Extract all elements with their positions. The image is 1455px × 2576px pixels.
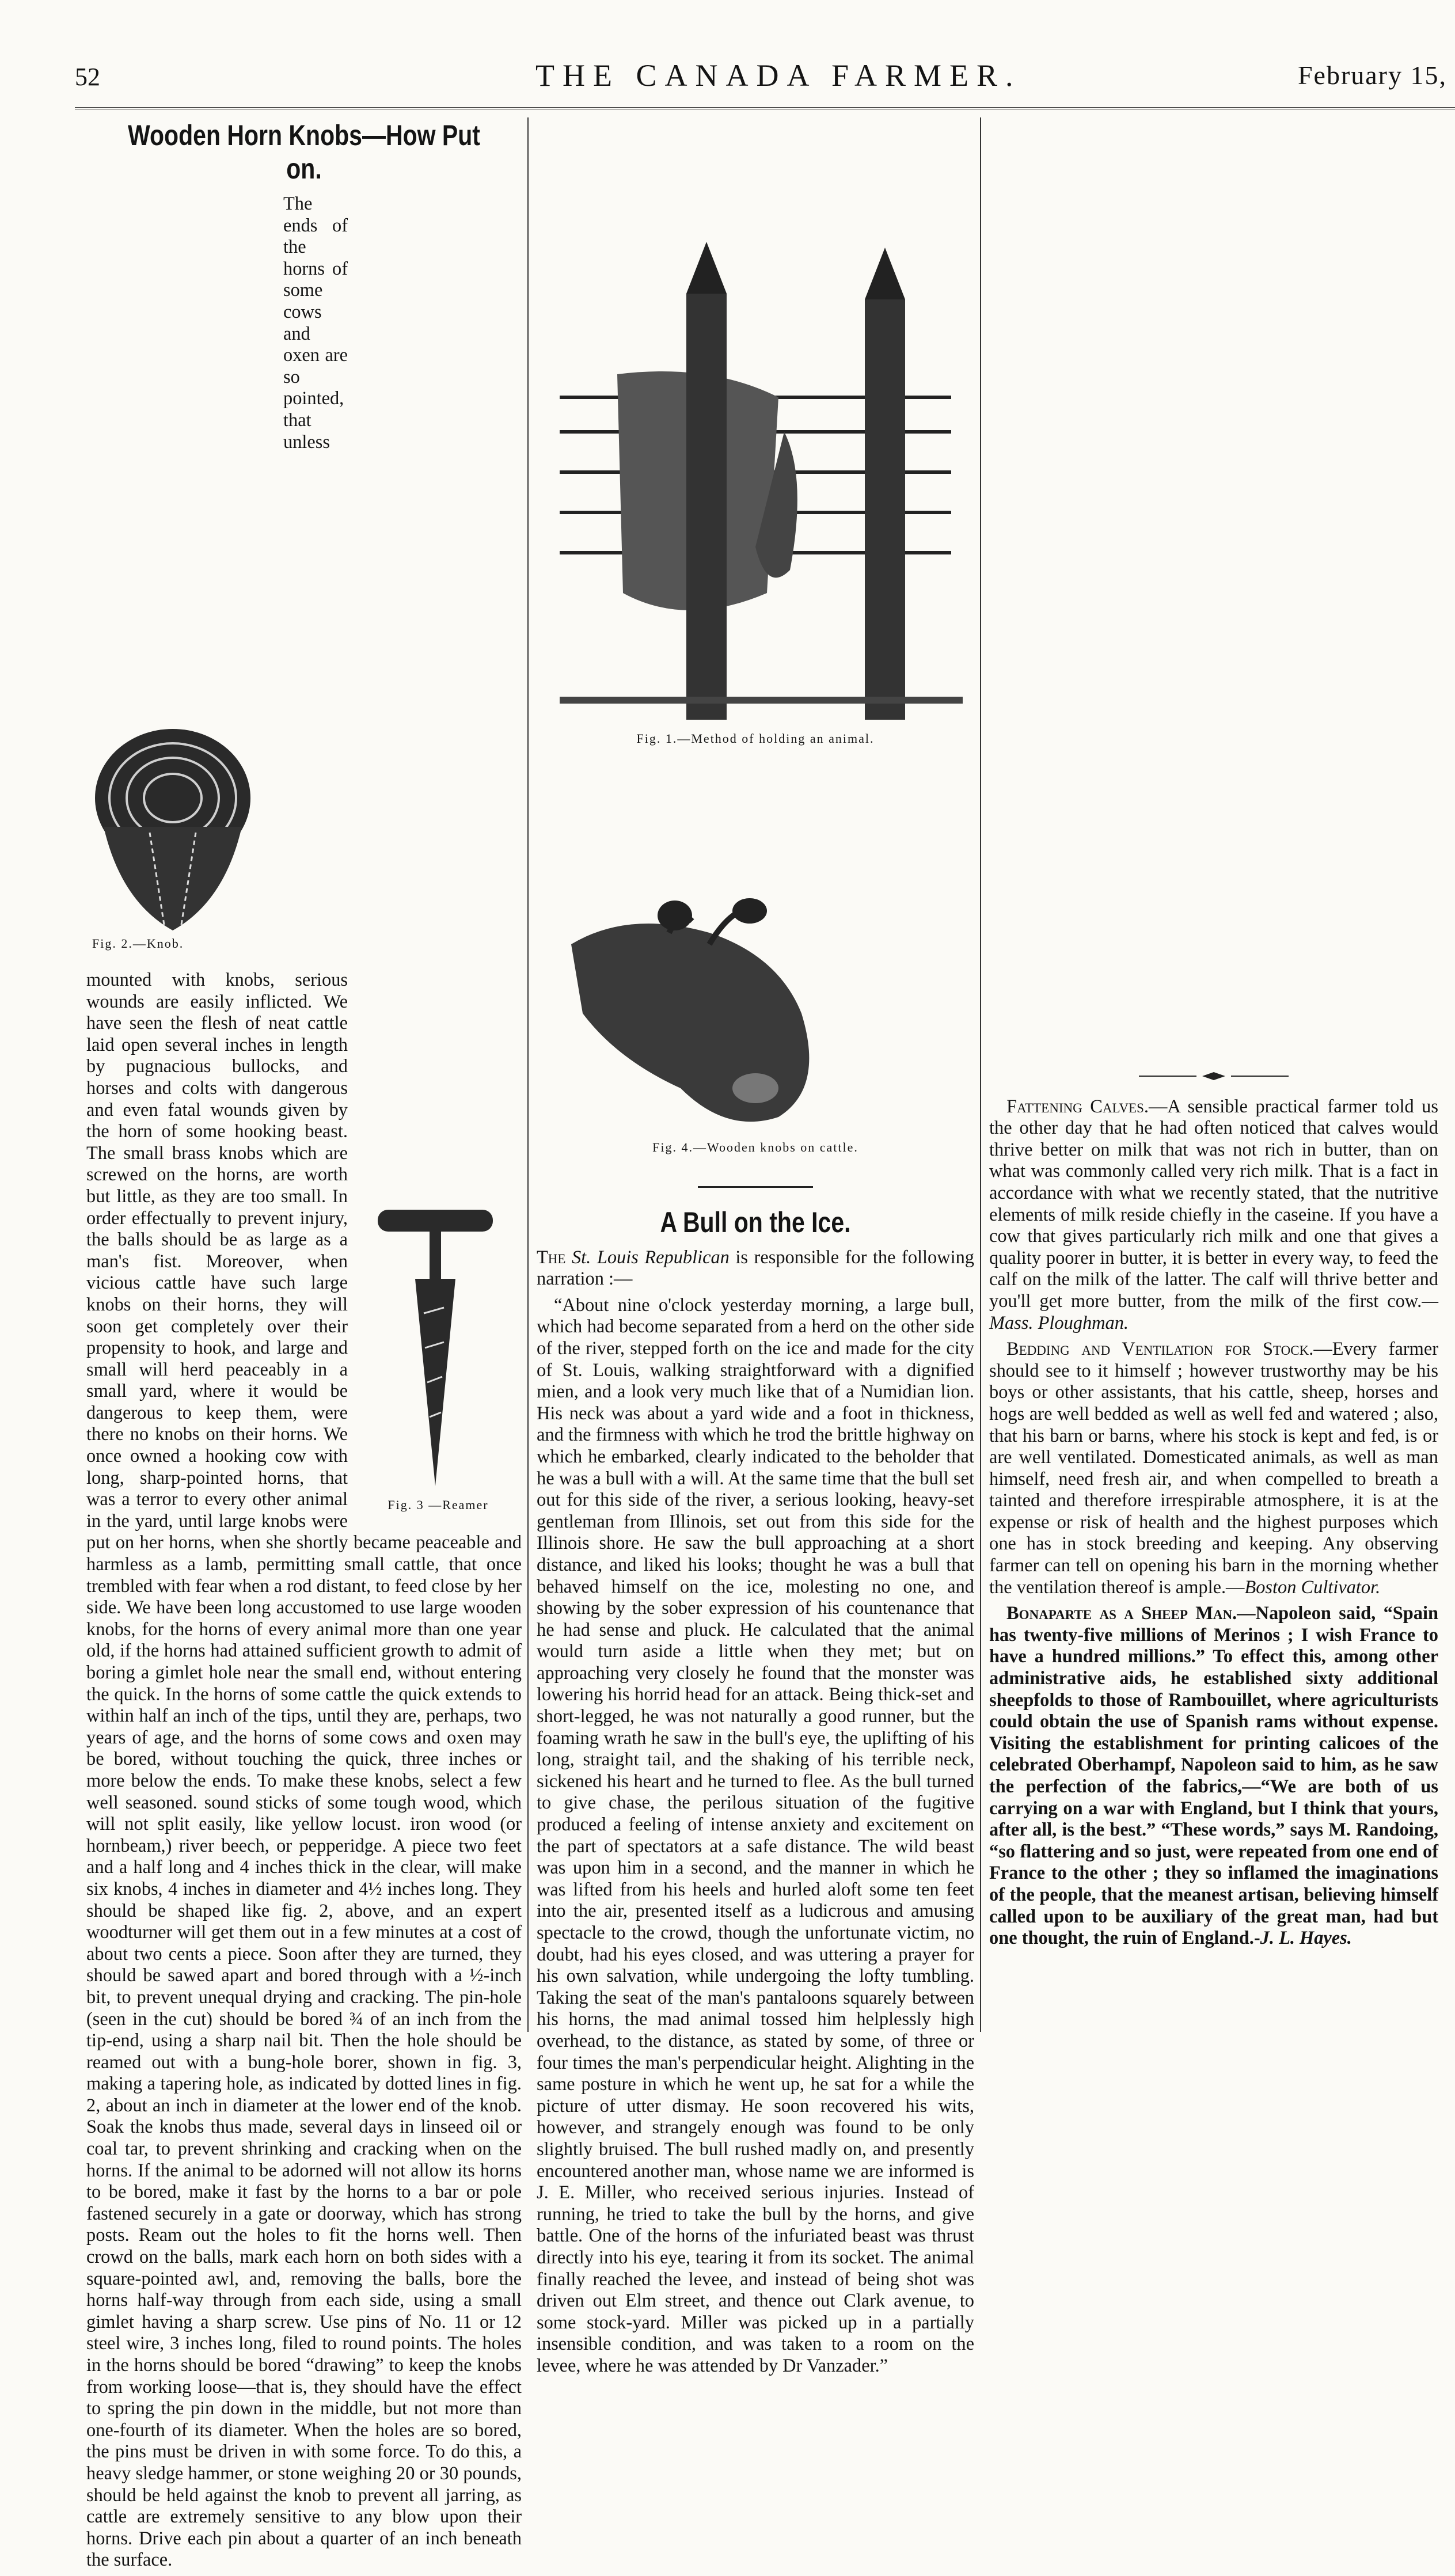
article-title-horn-knobs: Wooden Horn Knobs—How Put on. <box>128 119 480 185</box>
figure-holding-animal <box>537 225 974 760</box>
page-number: 52 <box>75 63 100 91</box>
figure-3-caption: Fig. 3 —Reamer <box>388 1498 489 1512</box>
figure-knob <box>86 712 276 965</box>
knob-illustration <box>86 712 259 936</box>
column-1 <box>86 115 522 2576</box>
issue-date: February 15, <box>1297 60 1447 90</box>
article-title-bull-on-ice: A Bull on the Ice. <box>660 1206 851 1238</box>
cattle-gate-illustration <box>537 225 974 731</box>
figure-1-caption: Fig. 1.—Method of holding an animal. <box>636 731 875 746</box>
article-bull-intro: The St. Louis Republican is responsible for the following narration :— <box>537 1247 974 1290</box>
ornament-divider <box>989 1064 1438 1086</box>
column-3 <box>989 115 1438 1954</box>
figure-2-caption: Fig. 2.—Knob. <box>92 936 184 951</box>
section-rule <box>537 1173 974 1195</box>
masthead-rule <box>75 107 1455 109</box>
article-bull-body: “About nine o'clock yesterday morning, a large bull, which had become separated from a herd on the other side of the river, stepped forth on the ice and made for the city of St. Louis, walking straightforward with a dignified mien, and a look very much like that of a Numidian lion. His neck was about a yard wide and a foot in thickness, and the firmness with which he trod the brittle highway on which he embarked, clearly indicated to the beholder that he was a bull with a will. At the same time that the bull set out for this side of the river, a serious looking, heavy-set gentleman from Illinois, set out from this side for the Illinois shore. He saw the bull approaching at a short distance, and liked his looks; thought he was a bull that behaved himself on the ice, molesting no one, and showing by the sober expression of his countenance that he had sense and pluck. He calculated that the animal would turn aside a little when they met; but on approaching very closely he found that the monster was lowering his horrid head for an attack. Being thick-set and short-legged, he was not naturally a good runner, but the foaming wrath he saw in the bull's eye, the uplifting of his long, straight tail, and the shaking of his terrible neck, sickened his heart and he turned to flee. As the bull turned to give chase, the perilous situation of the fugitive produced a feeling of intense anxiety and excitement on the part of spectators at a safe distance. The wild beast was upon him in a second, and the manner in which he was lifted from his heels and hurled aloft some ten feet into the air, presented itself as a ludicrous and amusing spectacle to the crowd, though the unfortunate victim, no doubt, had his eyes closed, and was uttering a prayer for his own salvation, while undergoing the lofty tumbling. Taking the seat of the man's pantaloons squarely between his horns, the mad animal tossed him helplessly high overhead, to the distance, as stated by some, of three or four times the man's perpendicular height. Alighting in the same posture in which he went up, he sat for a while the picture of utter dismay. He soon recovered his wits, however, and strangely enough was found to be only slightly bruised. The bull rushed madly on, and presently encountered another man, whose name we are informed is J. E. Miller, who received serious injuries. Instead of running, he tried to take the bull by the horns, and give battle. One of the horns of the infuriated beast was thrust directly into his eye, tearing it from its socket. The animal finally reached the levee, and instead of being shot was driven out Elm street, and thence out Clark avenue, to some stock-yard. Miller was picked up in a partially insensible condition, and was taken to a room on the levee, where he was attended by Dr Vanzader.” <box>537 1294 974 2376</box>
figure-knobs-on-cattle <box>537 898 974 1169</box>
article-horn-knobs-body: The ends of the horns of some cows and oxen are so pointed, that unless mounted with knobs, serious wounds are easily inflicted. We have seen the flesh of neat cattle laid open several inches in length by pugnacious bullocks, and horses and colts with dangerous and even fatal wounds given by the horn of some hooking beast. The small brass knobs which are screwed on the horns, are worth but little, as they are too small. In order effectually to prevent injury, the balls should be as large as a man's fist. Moreover, when vicious cattle have such large knobs on their horns, they will soon get completely over their propensity to hook, and large and small will herd peaceably in a small yard, where it would be dangerous to keep them, were there no knobs on their horns. We once owned a hooking cow with long, sharp-pointed horns, that was a terror to every other animal in the yard, until large knobs were put on her horns, when she shortly became peaceable and harmless as a lamb, permitting small cattle, that once trembled with fear when a rod distant, to feed close by her side. We have been long accustomed to use large wooden knobs, for the horns of every animal more than one year old, if the horns had attained sufficient growth to admit of boring a gimlet hole near the small end, without entering the quick. In the horns of some cattle the quick extends to within half an inch of the tips, until they are, perhaps, two years of age, and the horns of some cows and oxen may be bored, without touching the quick, three inches or more below the ends. To make these knobs, select a few well seasoned. sound sticks of some tough wood, which will not split easily, like yellow locust. iron wood (or hornbeam,) river beech, or pepperidge. A piece two feet and a half long and 4 inches thick in the clear, will make six knobs, 4 inches in diameter and 4½ inches long. They should be shaped like fig. 2, above, and an expert woodturner will get them out in a few minutes at a cost of about two cents a piece. Soon after they are turned, they should be sawed apart and bored through with a ½-inch bit, to prevent unequal drying and cracking. The pin-hole (seen in the cut) should be bored ¾ of an inch from the tip-end, using a sharp nail bit. Then the hole should be reamed out with a bung-hole borer, shown in fig. 3, making a tapering hole, as indicated by dotted lines in fig. 2, about an inch in diameter at the lower end of the knob. Soak the knobs thus made, several days in linseed oil or coal tar, to prevent shrinking and cracking when on the horns. If the animal to be adorned will not allow its horns to be bored, make it fast by the horns to a bar or pole fastened securely in a gate or doorway, which has strong posts. Ream out the holes to fit the horns well. Then crowd on the balls, mark each horn on both sides with a square-pointed awl, and, removing the balls, bore the horns half-way through from each side, using a small gimlet having a sharp screw. Use pins of No. 11 or 12 steel wire, 3 inches long, filed to round points. The holes in the horns should be bored “drawing” to keep the knobs from working loose—that is, they should have the effect to spring the pin down in the middle, but not more than one-fourth of its diameter. When the holes are so bored, the pins must be driven in with some force. To do this, a heavy sledge hammer, or stone weighing 20 or 30 pounds, should be held against the knob to prevent all jarring, as cattle are extremely sensitive to any blow upon their horns. Drive each pin about a quarter of an inch beneath the surface. <box>86 193 522 2571</box>
item-fattening-calves: Fattening Calves.—A sensible practical farmer told us the other day that he had often noticed that calves would thrive better on milk that was not rich in butter, than on what was commonly called very rich milk. That is a fact in accordance with what we recently stated, that the nutritive elements of milk reside chiefly in the caseine. If you have a cow that gives particularly rich milk and one that gives a quality poorer in butter, it is better in every way, to feed the calf on the milk of the latter. The calf will thrive better and you'll get more butter, from the milk of the first cow.—Mass. Ploughman. <box>989 1096 1438 1333</box>
column-divider-1 <box>527 117 529 2032</box>
figure-4-caption: Fig. 4.—Wooden knobs on cattle. <box>652 1140 858 1154</box>
reamer-illustration <box>355 1198 516 1498</box>
item-bedding-ventilation: Bedding and Ventilation for Stock.—Every farmer should see to it himself ; however trustworthy may be his boys or other assistants, that his cattle, sheep, horses and hogs are well bedded as well as well fed and watered ; also, that his barn or barns, where his stock is kept and fed, is or are well ventilated. Domesticated animals, as well as man himself, need fresh air, and when compelled to breath a tainted and therefore irrespirable atmosphere, it is at the expense or risk of health and the highest purposes which one has in stock breeding and keeping. Any observing farmer can tell on opening his barn in the morning whether the ventilation thereof is ample.—Boston Cultivator. <box>989 1339 1439 1598</box>
item-bonaparte-sheep: Bonaparte as a Sheep Man.—Napoleon said, “Spain has twenty-five millions of Merinos ; I wish France to have a hundred millions.” To effect this, among other administrative aids, he established sixty additional sheepfolds to those of Rambouillet, where agriculturists could obtain the use of Spanish rams without expense. Visiting the establishment for printing calicoes of the celebrated Oberhampf, Napoleon said to him, as he saw the perfection of the fabrics,—“We are both of us carrying on a war with England, but I think that yours, after all, is the best.” “These words,” says M. Randoing, “so flattering and so just, were repeated from one end of France to the other ; they so inflamed the imaginations of the people, that the meanest artisan, believing himself called upon to be auxiliary of the great man, had but one thought, the ruin of England.-J. L. Hayes. <box>989 1603 1439 1949</box>
cattle-head-illustration <box>537 898 882 1140</box>
masthead: THE CANADA FARMER. <box>535 58 1021 93</box>
bull-continuation-space <box>989 115 1438 1059</box>
figure-reamer <box>355 1198 522 1521</box>
continuation-space <box>537 760 974 898</box>
column-divider-2 <box>980 117 981 2032</box>
column-2 <box>537 115 974 2381</box>
